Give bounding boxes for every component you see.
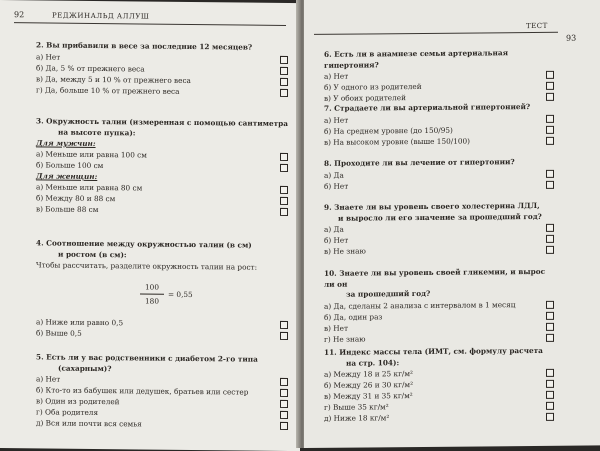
checkbox[interactable] bbox=[546, 125, 554, 133]
question-title-cont: и выросло ли его значение за прошедший год? bbox=[338, 211, 542, 223]
option-label: б) Выше 0,5 bbox=[36, 328, 82, 338]
option-c[interactable] bbox=[324, 134, 554, 147]
question-title: 7. Страдаете ли вы артериальной гипертонией? bbox=[324, 102, 531, 113]
option-label: в) Один из родителей bbox=[36, 396, 120, 407]
question-title: 6. Есть ли в анамнезе семьи артериальная гипертония? bbox=[324, 48, 508, 70]
question-7 bbox=[324, 102, 554, 148]
option-d[interactable] bbox=[36, 84, 288, 98]
option-label: в) Не знаю bbox=[324, 246, 366, 256]
right-page bbox=[304, 0, 600, 448]
fraction bbox=[140, 282, 164, 305]
fraction-result: = 0,55 bbox=[168, 289, 193, 300]
question-8 bbox=[324, 157, 554, 192]
option-label: б) Между 80 и 88 см bbox=[36, 193, 116, 204]
checkbox[interactable] bbox=[546, 322, 554, 330]
question-title-cont: на стр. 104): bbox=[346, 357, 400, 368]
question-title: 9. Знаете ли вы уровень своего холестерина ЛДЛ, bbox=[324, 200, 540, 212]
checkbox[interactable] bbox=[280, 88, 288, 96]
checkbox[interactable] bbox=[546, 300, 554, 308]
women-subheading: Для женщин: bbox=[36, 171, 98, 182]
question-2 bbox=[36, 40, 288, 97]
option-label: б) Нет bbox=[324, 181, 349, 191]
option-label: б) Да, один раз bbox=[324, 311, 383, 322]
checkbox[interactable] bbox=[546, 413, 554, 421]
question-6 bbox=[324, 48, 554, 104]
question-title-cont: (сахарным)? bbox=[58, 363, 112, 373]
option-c[interactable] bbox=[324, 244, 554, 257]
question-title: 8. Проходите ли вы лечение от гипертонии? bbox=[324, 157, 515, 168]
option-label: г) Оба родителя bbox=[36, 407, 99, 418]
checkbox[interactable] bbox=[546, 333, 554, 341]
option-label: б) Нет bbox=[324, 235, 349, 245]
checkbox[interactable] bbox=[546, 246, 554, 254]
option-label: а) Ниже или равно 0,5 bbox=[36, 317, 124, 328]
question-4 bbox=[36, 238, 288, 273]
checkbox[interactable] bbox=[546, 380, 554, 388]
checkbox[interactable] bbox=[546, 180, 554, 188]
checkbox[interactable] bbox=[280, 186, 288, 194]
checkbox[interactable] bbox=[280, 77, 288, 85]
question-3 bbox=[36, 116, 288, 217]
checkbox[interactable] bbox=[546, 369, 554, 377]
page-number: 93 bbox=[566, 33, 577, 43]
page-number: 92 bbox=[14, 10, 25, 20]
option-label: г) Выше 35 кг/м² bbox=[324, 402, 389, 412]
checkbox[interactable] bbox=[546, 71, 554, 79]
checkbox[interactable] bbox=[280, 389, 288, 397]
checkbox[interactable] bbox=[546, 169, 554, 177]
question-title-cont: за прошедший год? bbox=[346, 288, 431, 299]
question-title: 4. Соотношение между окружностью талии (в см) bbox=[36, 238, 252, 250]
question-4-options bbox=[36, 316, 288, 341]
option-label: а) Меньше или равна 100 см bbox=[36, 149, 147, 160]
checkbox[interactable] bbox=[546, 93, 554, 101]
option-b[interactable] bbox=[36, 327, 288, 341]
checkbox[interactable] bbox=[280, 422, 288, 430]
checkbox[interactable] bbox=[280, 153, 288, 161]
option-label: в) Нет bbox=[324, 323, 348, 333]
option-label: в) Да, между 5 и 10 % от прежнего веса bbox=[36, 73, 191, 85]
option-label: а) Меньше или равна 80 см bbox=[36, 182, 143, 193]
checkbox[interactable] bbox=[280, 197, 288, 205]
checkbox[interactable] bbox=[280, 332, 288, 340]
option-label: в) Между 31 и 35 кг/м² bbox=[324, 391, 413, 401]
question-title: 5. Есть ли у вас родственники с диабетом 2-го типа bbox=[36, 352, 258, 364]
option-label: д) Ниже 18 кг/м² bbox=[324, 413, 390, 423]
option-label: а) Нет bbox=[324, 115, 349, 125]
option-d[interactable] bbox=[324, 331, 554, 344]
question-5 bbox=[36, 352, 288, 431]
option-label: в) У обоих родителей bbox=[324, 93, 406, 103]
checkbox[interactable] bbox=[280, 66, 288, 74]
running-header: РЕДЖИНАЛЬД АЛЛУШ bbox=[52, 11, 150, 21]
option-label: в) На высоком уровне (выше 150/100) bbox=[324, 136, 470, 147]
option-c[interactable] bbox=[36, 203, 288, 217]
header-rule bbox=[314, 32, 558, 35]
checkbox[interactable] bbox=[280, 400, 288, 408]
option-label: г) Да, больше 10 % от прежнего веса bbox=[36, 84, 180, 96]
question-9 bbox=[324, 201, 554, 257]
option-e[interactable] bbox=[324, 411, 554, 424]
checkbox[interactable] bbox=[546, 224, 554, 232]
option-label: а) Нет bbox=[36, 374, 61, 384]
option-label: а) Нет bbox=[324, 71, 349, 81]
option-label: б) Кто-то из бабушек или дедушек, братьев или сестер bbox=[36, 385, 249, 397]
fraction-bar bbox=[140, 293, 164, 294]
option-label: б) Между 26 и 30 кг/м² bbox=[324, 380, 414, 390]
checkbox[interactable] bbox=[280, 164, 288, 172]
option-label: б) На среднем уровне (до 150/95) bbox=[324, 125, 453, 136]
option-label: в) Больше 88 см bbox=[36, 204, 99, 215]
option-label: б) Больше 100 см bbox=[36, 160, 104, 171]
checkbox[interactable] bbox=[546, 235, 554, 243]
option-e[interactable] bbox=[36, 417, 288, 431]
checkbox[interactable] bbox=[546, 402, 554, 410]
question-title: 3. Окружность талии (измеренная с помощью сантиметра bbox=[36, 116, 288, 129]
question-title: 11. Индекс массы тела (ИМТ, см. формулу расчета bbox=[324, 345, 543, 357]
checkbox[interactable] bbox=[280, 378, 288, 386]
numerator: 100 bbox=[145, 282, 159, 292]
checkbox[interactable] bbox=[280, 411, 288, 419]
option-b[interactable] bbox=[324, 178, 554, 191]
option-label: а) Между 18 и 25 кг/м² bbox=[324, 369, 413, 379]
men-subheading: Для мужчин: bbox=[36, 138, 96, 149]
checkbox[interactable] bbox=[280, 321, 288, 329]
option-label: а) Нет bbox=[36, 51, 61, 62]
option-label: б) У одного из родителей bbox=[324, 81, 422, 92]
question-11 bbox=[324, 346, 554, 424]
running-header: ТЕСТ bbox=[526, 21, 548, 31]
checkbox[interactable] bbox=[546, 114, 554, 122]
question-title-cont: на высоте пупка): bbox=[58, 127, 136, 137]
checkbox[interactable] bbox=[546, 391, 554, 399]
option-label: б) Да, 5 % от прежнего веса bbox=[36, 62, 145, 74]
denominator: 180 bbox=[145, 296, 159, 306]
checkbox[interactable] bbox=[280, 208, 288, 216]
option-label: д) Вся или почти вся семья bbox=[36, 418, 142, 429]
checkbox[interactable] bbox=[546, 82, 554, 90]
checkbox[interactable] bbox=[546, 311, 554, 319]
option-label: а) Да bbox=[324, 170, 344, 180]
checkbox[interactable] bbox=[280, 55, 288, 63]
option-label: г) Не знаю bbox=[324, 333, 366, 344]
header-rule bbox=[14, 22, 286, 26]
question-title: 10. Знаете ли вы уровень своей гликемии, и вырос ли он bbox=[324, 266, 546, 289]
calc-hint: Чтобы рассчитать, разделите окружность талии на рост: bbox=[36, 260, 258, 272]
question-10 bbox=[324, 267, 554, 345]
option-label: а) Да, сделаны 2 анализа с интервалом в 1 месяц bbox=[324, 299, 516, 311]
question-title-cont: и ростом (в см): bbox=[58, 249, 127, 259]
option-label: а) Да bbox=[324, 224, 344, 234]
checkbox[interactable] bbox=[546, 136, 554, 144]
question-title: 2. Вы прибавили в весе за последние 12 месяцев? bbox=[36, 40, 253, 52]
